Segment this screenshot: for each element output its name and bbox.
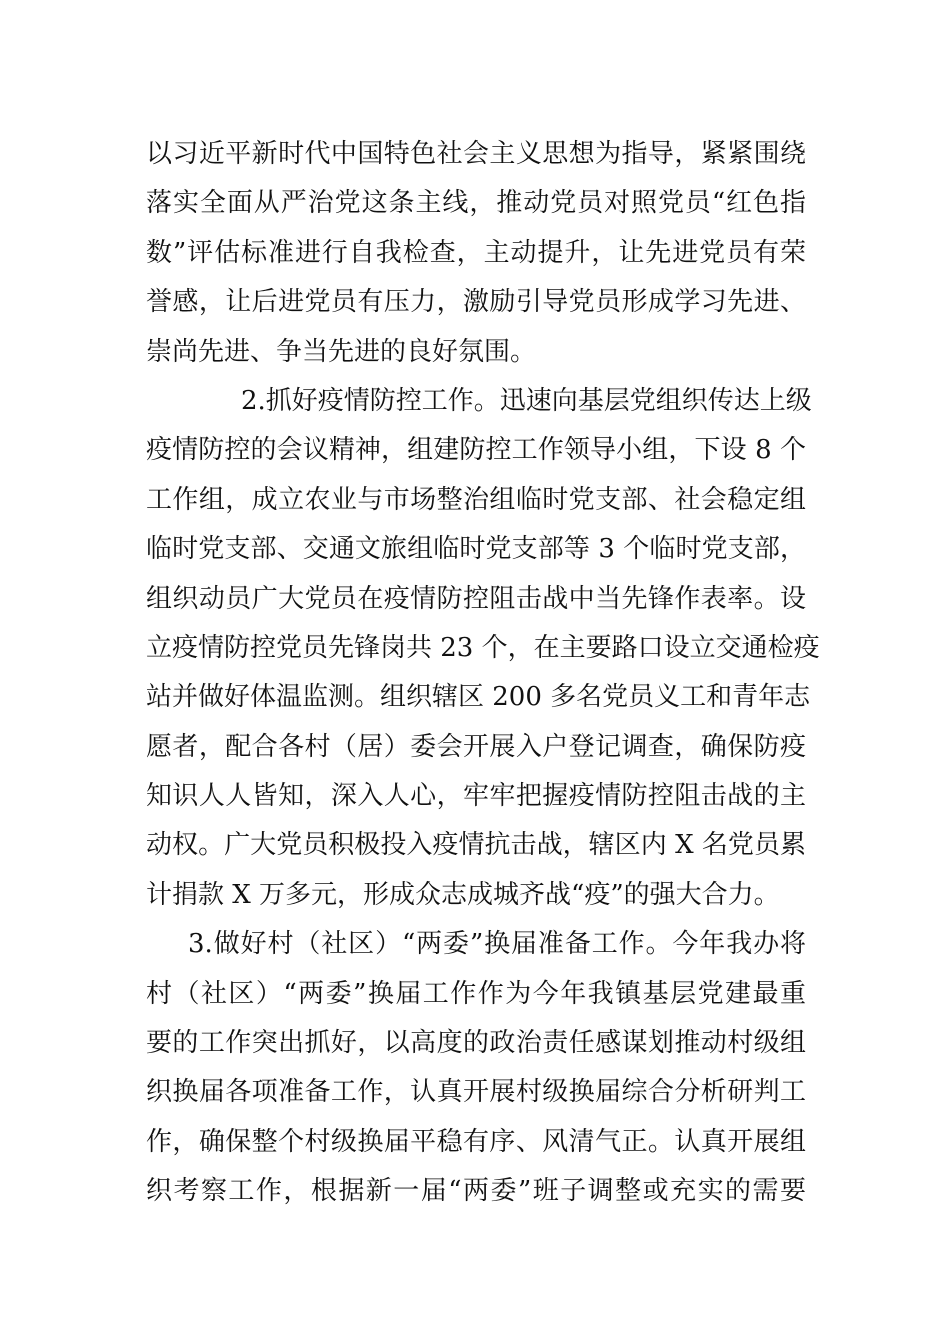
text-line: 村（社区）“两委”换届工作作为今年我镇基层党建最重 — [146, 978, 806, 1009]
text-line: 以习近平新时代中国特色社会主义思想为指导，紧紧围绕 — [146, 139, 806, 169]
text-line: 临时党支部、交通文旅组临时党支部等 3 个临时党支部， — [146, 534, 806, 565]
text-line: 疫情防控的会议精神，组建防控工作领导小组，下设 8 个 — [146, 435, 806, 466]
text-line: 作，确保整个村级换届平稳有序、风清气正。认真开展组 — [146, 1126, 806, 1157]
paragraph-village-election — [146, 920, 806, 1216]
text-line: 数”评估标准进行自我检查，主动提升，让先进党员有荣 — [146, 237, 806, 268]
paragraph-heading-line: 3.做好村（社区）“两委”换届准备工作。今年我办将 — [188, 929, 806, 960]
text-line: 知识人人皆知，深入人心，牢牢把握疫情防控阻击战的主 — [146, 781, 806, 812]
text-line: 计捐款 X 万多元，形成众志成城齐战“疫”的强大合力。 — [146, 879, 780, 910]
document-body — [146, 130, 820, 1217]
paragraph-heading-line: 2.抓好疫情防控工作。迅速向基层党组织传达上级 — [241, 385, 812, 416]
text-line: 愿者，配合各村（居）委会开展入户登记调查，确保防疫 — [146, 731, 806, 762]
text-line: 站并做好体温监测。组织辖区 200 多名党员义工和青年志 — [146, 682, 811, 713]
text-line: 动权。广大党员积极投入疫情抗击战，辖区内 X 名党员累 — [146, 830, 806, 861]
text-line: 织换届各项准备工作，认真开展村级换届综合分析研判工 — [146, 1077, 806, 1108]
paragraph-party-member-evaluation — [146, 130, 806, 377]
text-line: 崇尚先进、争当先进的良好氛围。 — [146, 336, 537, 367]
text-line: 织考察工作，根据新一届“两委”班子调整或充实的需要 — [146, 1176, 806, 1207]
text-line: 落实全面从严治党这条主线，推动党员对照党员“红色指 — [146, 188, 806, 219]
text-line: 誉感，让后进党员有压力，激励引导党员形成学习先进、 — [146, 287, 806, 318]
text-line: 工作组，成立农业与市场整治组临时党支部、社会稳定组 — [146, 484, 806, 515]
text-line: 组织动员广大党员在疫情防控阻击战中当先锋作表率。设 — [146, 583, 806, 614]
paragraph-epidemic-prevention — [146, 377, 820, 920]
text-line: 立疫情防控党员先锋岗共 23 个，在主要路口设立交通检疫 — [146, 632, 820, 663]
text-line: 要的工作突出抓好，以高度的政治责任感谋划推动村级组 — [146, 1028, 806, 1059]
